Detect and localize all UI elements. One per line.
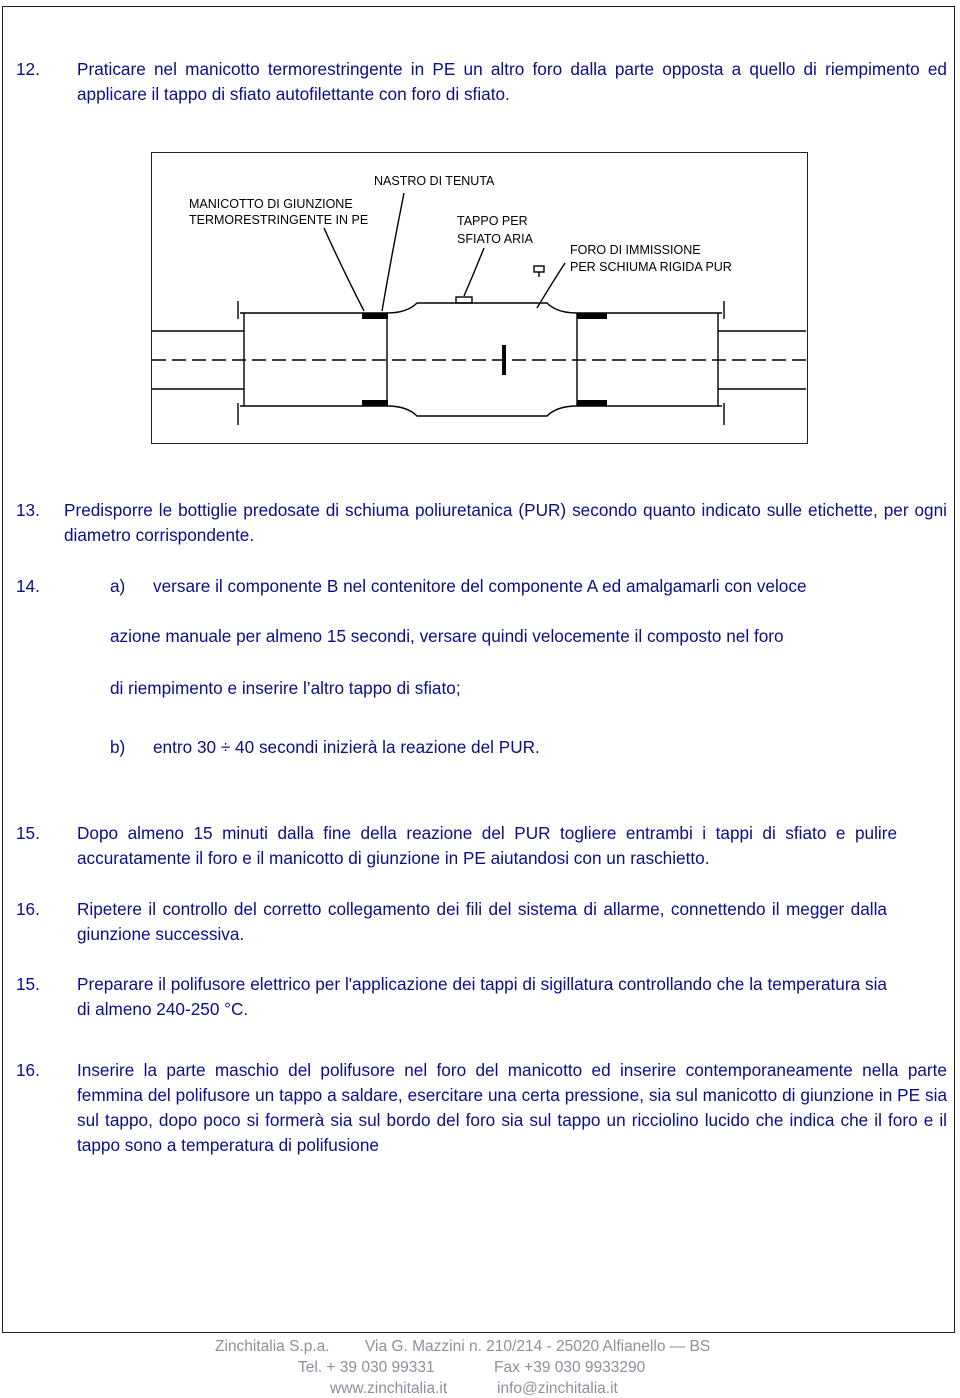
item-text-15a: Dopo almeno 15 minuti dalla fine della reazione del PUR togliere entrambi i tappi di sfiato e pulire accuratamente il foro e il manicotto di giunzione in PE aiutandosi con un raschietto. (77, 823, 897, 868)
vent-cap (456, 297, 472, 303)
tape-top-right (577, 313, 607, 319)
item-number-16b: 16. (16, 1060, 40, 1080)
footer-web[interactable] (330, 1379, 447, 1398)
leader-nastro (382, 193, 404, 311)
tape-bottom-right (577, 400, 607, 406)
footer-fax: Fax +39 030 9933290 (494, 1359, 646, 1376)
item-14-a-line2: azione manuale per almeno 15 secondi, versare quindi velocemente il composto nel foro (110, 626, 784, 646)
label-manicotto-line2: TERMORESTRINGENTE IN PE (189, 213, 369, 227)
leader-tappo (464, 248, 484, 296)
item-number-13: 13. (16, 500, 40, 520)
tape-top-left (362, 313, 388, 319)
leader-foro (537, 263, 565, 308)
item-text-15b: Preparare il polifusore elettrico per l'applicazione dei tappi di sigillatura controllando che la temperatura sia di almeno 240-250 °C. (77, 974, 887, 1019)
label-foro-line1: FORO DI IMMISSIONE (570, 243, 701, 257)
plug-icon (534, 266, 544, 272)
joint-diagram-drawing (152, 153, 806, 442)
label-manicotto-line1: MANICOTTO DI GIUNZIONE (189, 197, 353, 211)
item-number-14: 14. (16, 576, 40, 596)
item-number-15b: 15. (16, 974, 40, 994)
item-14-b-label: b) (110, 737, 126, 757)
footer-address: Via G. Mazzini n. 210/214 - 25020 Alfianello — BS (365, 1338, 711, 1355)
item-14-a-label: a) (110, 576, 126, 596)
joint-diagram (151, 152, 808, 444)
label-foro-line2: PER SCHIUMA RIGIDA PUR (570, 260, 732, 274)
footer-web-link[interactable]: www.zinchitalia.it (330, 1380, 448, 1397)
label-nastro-di-tenuta: NASTRO DI TENUTA (374, 174, 495, 188)
item-14-a-line1: versare il componente B nel contenitore del componente A ed amalgamarli con veloce (153, 576, 807, 596)
sleeve-top (240, 303, 722, 313)
sleeve-bottom (240, 406, 722, 416)
label-tappo-line2: SFIATO ARIA (457, 232, 533, 246)
item-text-16b: Inserire la parte maschio del polifusore nel foro del manicotto ed inserire contemporaneamente nella parte femmina del polifusore un tappo a saldare, esercitare una certa pressione, sia sul manicotto di giunzione in PE sia sul tappo, dopo poco si formerà sia sul bordo del foro sia sul tappo un ricciolino lucido che indica che il foro e il tappo sono a temperatura di polifusione (77, 1060, 947, 1155)
footer-tel: Tel. + 39 030 99331 (298, 1359, 435, 1376)
footer-email[interactable]: info@zinchitalia.it (497, 1380, 618, 1397)
label-tappo-line1: TAPPO PER (457, 214, 528, 228)
tape-bottom-left (362, 400, 388, 406)
item-number-12: 12. (16, 59, 40, 79)
leader-manicotto (324, 228, 364, 311)
item-number-16a: 16. (16, 899, 40, 919)
item-text-12: Praticare nel manicotto termorestringente in PE un altro foro dalla parte opposta a quello di riempimento ed applicare il tappo di sfiato autofilettante con foro di sfiato. (77, 59, 947, 104)
pipe-joint-mark (502, 345, 506, 375)
item-number-15a: 15. (16, 823, 40, 843)
item-text-13: Predisporre le bottiglie predosate di schiuma poliuretanica (PUR) secondo quanto indicato sulle etichette, per ogni diametro corrispondente. (64, 500, 947, 545)
footer-company: Zinchitalia S.p.a. (215, 1338, 330, 1355)
item-14-a-line3: di riempimento e inserire l’altro tappo di sfiato; (110, 678, 461, 698)
item-text-16a: Ripetere il controllo del corretto collegamento dei fili del sistema di allarme, connettendo il megger dalla giunzione successiva. (77, 899, 887, 944)
item-14-b-text: entro 30 ÷ 40 secondi inizierà la reazione del PUR. (153, 737, 540, 757)
